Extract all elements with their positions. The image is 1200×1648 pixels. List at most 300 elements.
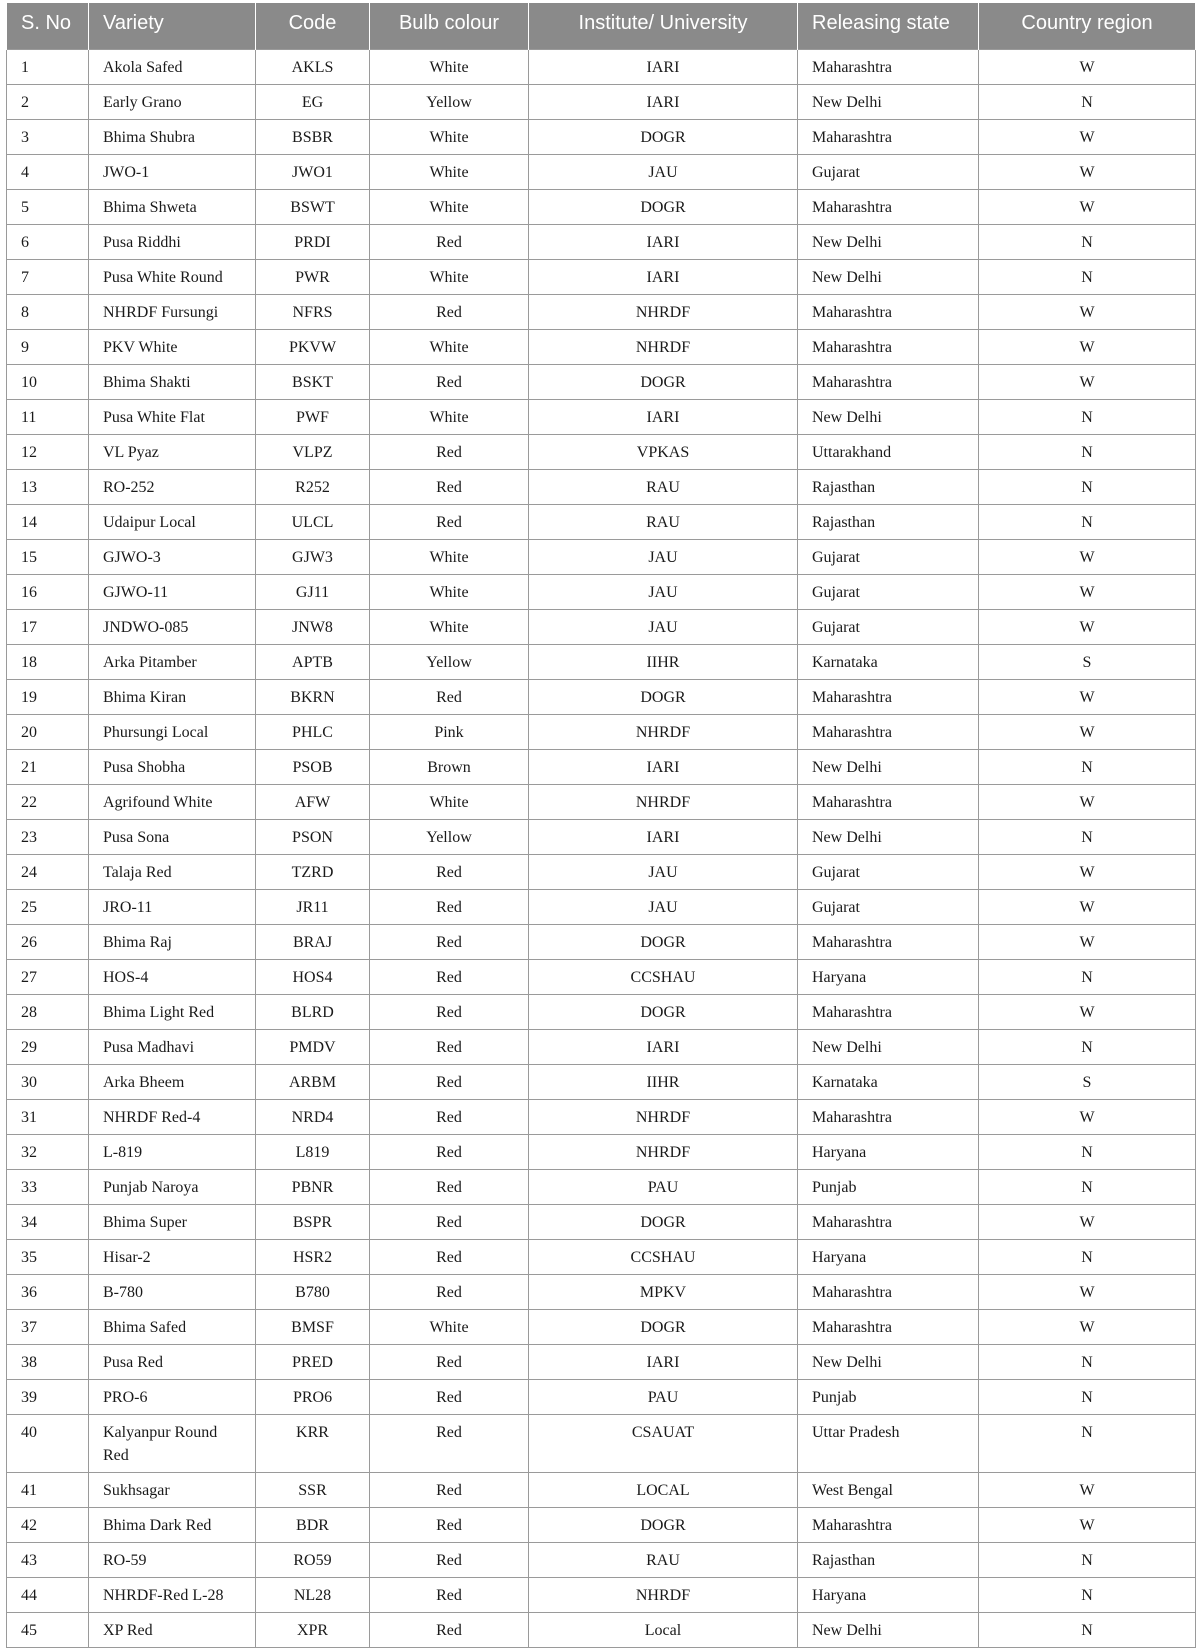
cell-releasing-state: Maharashtra — [798, 294, 979, 329]
table-row — [7, 154, 1196, 189]
cell-variety: JWO-1 — [89, 154, 256, 189]
table-row — [7, 749, 1196, 784]
cell-country-region: N — [979, 399, 1196, 434]
cell-institute: RAU — [529, 469, 798, 504]
cell-country-region: W — [979, 1472, 1196, 1507]
cell-releasing-state: Uttarakhand — [798, 434, 979, 469]
cell-s-no: 40 — [7, 1414, 89, 1472]
cell-variety: Udaipur Local — [89, 504, 256, 539]
cell-s-no: 22 — [7, 784, 89, 819]
cell-s-no: 29 — [7, 1029, 89, 1064]
cell-code: ARBM — [256, 1064, 370, 1099]
cell-country-region: W — [979, 539, 1196, 574]
cell-s-no: 4 — [7, 154, 89, 189]
cell-country-region: W — [979, 294, 1196, 329]
cell-code: PRO6 — [256, 1379, 370, 1414]
table-row — [7, 469, 1196, 504]
cell-bulb-colour: Red — [370, 1064, 529, 1099]
cell-releasing-state: New Delhi — [798, 749, 979, 784]
cell-releasing-state: Maharashtra — [798, 784, 979, 819]
header-country-region: Country region — [979, 3, 1196, 49]
cell-code: NFRS — [256, 294, 370, 329]
cell-country-region: S — [979, 1064, 1196, 1099]
cell-s-no: 28 — [7, 994, 89, 1029]
cell-releasing-state: Maharashtra — [798, 364, 979, 399]
cell-code: BLRD — [256, 994, 370, 1029]
cell-releasing-state: New Delhi — [798, 1029, 979, 1064]
cell-institute: RAU — [529, 1542, 798, 1577]
cell-code: APTB — [256, 644, 370, 679]
cell-code: PKVW — [256, 329, 370, 364]
cell-institute: JAU — [529, 889, 798, 924]
cell-code: PMDV — [256, 1029, 370, 1064]
cell-country-region: W — [979, 679, 1196, 714]
cell-country-region: N — [979, 1414, 1196, 1472]
table-row — [7, 1344, 1196, 1379]
cell-code: BDR — [256, 1507, 370, 1542]
cell-variety: Pusa Riddhi — [89, 224, 256, 259]
cell-institute: IIHR — [529, 1064, 798, 1099]
cell-s-no: 36 — [7, 1274, 89, 1309]
cell-code: BSWT — [256, 189, 370, 224]
table-row — [7, 1274, 1196, 1309]
cell-country-region: W — [979, 1204, 1196, 1239]
cell-s-no: 6 — [7, 224, 89, 259]
cell-releasing-state: Gujarat — [798, 539, 979, 574]
cell-s-no: 25 — [7, 889, 89, 924]
cell-institute: IARI — [529, 1029, 798, 1064]
cell-variety: Bhima Shweta — [89, 189, 256, 224]
cell-code: PRDI — [256, 224, 370, 259]
cell-s-no: 33 — [7, 1169, 89, 1204]
cell-institute: DOGR — [529, 924, 798, 959]
cell-institute: NHRDF — [529, 294, 798, 329]
cell-code: HOS4 — [256, 959, 370, 994]
cell-variety: NHRDF Fursungi — [89, 294, 256, 329]
cell-variety: Agrifound White — [89, 784, 256, 819]
cell-country-region: W — [979, 994, 1196, 1029]
cell-bulb-colour: Red — [370, 224, 529, 259]
header-s-no: S. No — [7, 3, 89, 49]
cell-institute: MPKV — [529, 1274, 798, 1309]
cell-s-no: 23 — [7, 819, 89, 854]
cell-code: KRR — [256, 1414, 370, 1472]
cell-institute: NHRDF — [529, 1099, 798, 1134]
table-row — [7, 1134, 1196, 1169]
cell-s-no: 41 — [7, 1472, 89, 1507]
cell-variety: JNDWO-085 — [89, 609, 256, 644]
cell-country-region: W — [979, 924, 1196, 959]
cell-country-region: N — [979, 1379, 1196, 1414]
table-row — [7, 1169, 1196, 1204]
cell-releasing-state: Maharashtra — [798, 994, 979, 1029]
cell-bulb-colour: White — [370, 329, 529, 364]
cell-bulb-colour: Red — [370, 1379, 529, 1414]
cell-country-region: N — [979, 1134, 1196, 1169]
cell-country-region: N — [979, 959, 1196, 994]
cell-variety: Pusa White Round — [89, 259, 256, 294]
table-row — [7, 609, 1196, 644]
cell-releasing-state: Rajasthan — [798, 504, 979, 539]
cell-institute: RAU — [529, 504, 798, 539]
cell-s-no: 37 — [7, 1309, 89, 1344]
cell-s-no: 8 — [7, 294, 89, 329]
cell-s-no: 30 — [7, 1064, 89, 1099]
cell-code: NL28 — [256, 1577, 370, 1612]
cell-bulb-colour: Red — [370, 434, 529, 469]
cell-country-region: W — [979, 609, 1196, 644]
cell-variety: Arka Pitamber — [89, 644, 256, 679]
cell-releasing-state: Karnataka — [798, 1064, 979, 1099]
table-body — [7, 49, 1196, 1647]
cell-code: AFW — [256, 784, 370, 819]
cell-code: B780 — [256, 1274, 370, 1309]
cell-bulb-colour: White — [370, 154, 529, 189]
cell-country-region: N — [979, 259, 1196, 294]
cell-variety: Bhima Shakti — [89, 364, 256, 399]
cell-bulb-colour: White — [370, 574, 529, 609]
cell-bulb-colour: White — [370, 784, 529, 819]
cell-releasing-state: Gujarat — [798, 854, 979, 889]
table-row — [7, 224, 1196, 259]
cell-variety: Pusa Madhavi — [89, 1029, 256, 1064]
cell-bulb-colour: Yellow — [370, 84, 529, 119]
cell-variety: Bhima Dark Red — [89, 1507, 256, 1542]
cell-institute: IARI — [529, 819, 798, 854]
cell-variety: VL Pyaz — [89, 434, 256, 469]
cell-releasing-state: Rajasthan — [798, 469, 979, 504]
cell-country-region: W — [979, 854, 1196, 889]
cell-variety: Bhima Kiran — [89, 679, 256, 714]
table-row — [7, 1029, 1196, 1064]
cell-s-no: 42 — [7, 1507, 89, 1542]
cell-code: PWF — [256, 399, 370, 434]
cell-variety: Pusa White Flat — [89, 399, 256, 434]
cell-s-no: 35 — [7, 1239, 89, 1274]
table-row — [7, 1379, 1196, 1414]
table-row — [7, 959, 1196, 994]
table-row — [7, 1472, 1196, 1507]
cell-institute: NHRDF — [529, 1134, 798, 1169]
cell-s-no: 34 — [7, 1204, 89, 1239]
cell-releasing-state: New Delhi — [798, 399, 979, 434]
cell-code: R252 — [256, 469, 370, 504]
cell-country-region: W — [979, 119, 1196, 154]
cell-code: GJW3 — [256, 539, 370, 574]
cell-institute: NHRDF — [529, 784, 798, 819]
table-header-row — [7, 3, 1196, 49]
cell-bulb-colour: Red — [370, 994, 529, 1029]
cell-bulb-colour: Red — [370, 1344, 529, 1379]
cell-code: GJ11 — [256, 574, 370, 609]
cell-s-no: 14 — [7, 504, 89, 539]
cell-releasing-state: Maharashtra — [798, 1099, 979, 1134]
cell-code: NRD4 — [256, 1099, 370, 1134]
cell-institute: IARI — [529, 1344, 798, 1379]
cell-country-region: N — [979, 1239, 1196, 1274]
cell-variety: Pusa Sona — [89, 819, 256, 854]
cell-variety: Hisar-2 — [89, 1239, 256, 1274]
cell-code: EG — [256, 84, 370, 119]
cell-institute: DOGR — [529, 1204, 798, 1239]
table-row — [7, 1507, 1196, 1542]
cell-bulb-colour: Red — [370, 1507, 529, 1542]
cell-variety: HOS-4 — [89, 959, 256, 994]
cell-releasing-state: Haryana — [798, 1577, 979, 1612]
cell-releasing-state: New Delhi — [798, 1344, 979, 1379]
cell-code: VLPZ — [256, 434, 370, 469]
cell-bulb-colour: White — [370, 259, 529, 294]
cell-s-no: 12 — [7, 434, 89, 469]
cell-releasing-state: New Delhi — [798, 1612, 979, 1647]
cell-code: PHLC — [256, 714, 370, 749]
cell-code: AKLS — [256, 49, 370, 84]
cell-variety: RO-59 — [89, 1542, 256, 1577]
cell-country-region: N — [979, 749, 1196, 784]
cell-variety: GJWO-3 — [89, 539, 256, 574]
cell-institute: PAU — [529, 1379, 798, 1414]
cell-country-region: W — [979, 364, 1196, 399]
cell-country-region: N — [979, 1344, 1196, 1379]
cell-releasing-state: New Delhi — [798, 819, 979, 854]
cell-institute: CCSHAU — [529, 1239, 798, 1274]
cell-institute: DOGR — [529, 679, 798, 714]
cell-releasing-state: Maharashtra — [798, 119, 979, 154]
cell-bulb-colour: Red — [370, 1612, 529, 1647]
table-row — [7, 189, 1196, 224]
cell-bulb-colour: Red — [370, 364, 529, 399]
cell-bulb-colour: Red — [370, 1542, 529, 1577]
table-row — [7, 539, 1196, 574]
table-row — [7, 84, 1196, 119]
cell-s-no: 1 — [7, 49, 89, 84]
cell-code: L819 — [256, 1134, 370, 1169]
cell-releasing-state: New Delhi — [798, 84, 979, 119]
cell-variety: Bhima Super — [89, 1204, 256, 1239]
cell-institute: DOGR — [529, 994, 798, 1029]
table-row — [7, 819, 1196, 854]
cell-bulb-colour: White — [370, 119, 529, 154]
cell-releasing-state: Maharashtra — [798, 1274, 979, 1309]
cell-s-no: 24 — [7, 854, 89, 889]
cell-country-region: W — [979, 1274, 1196, 1309]
cell-code: PSOB — [256, 749, 370, 784]
cell-institute: DOGR — [529, 1507, 798, 1542]
table-row — [7, 1064, 1196, 1099]
cell-country-region: N — [979, 469, 1196, 504]
cell-institute: IARI — [529, 49, 798, 84]
cell-bulb-colour: Red — [370, 959, 529, 994]
table-row — [7, 1099, 1196, 1134]
table-row — [7, 1414, 1196, 1472]
table-row — [7, 364, 1196, 399]
cell-variety: B-780 — [89, 1274, 256, 1309]
cell-releasing-state: Haryana — [798, 959, 979, 994]
cell-bulb-colour: Red — [370, 1169, 529, 1204]
cell-variety: PKV White — [89, 329, 256, 364]
cell-variety: Pusa Shobha — [89, 749, 256, 784]
cell-releasing-state: Gujarat — [798, 609, 979, 644]
cell-releasing-state: Maharashtra — [798, 49, 979, 84]
cell-country-region: W — [979, 714, 1196, 749]
cell-variety: GJWO-11 — [89, 574, 256, 609]
cell-code: BMSF — [256, 1309, 370, 1344]
cell-code: PRED — [256, 1344, 370, 1379]
cell-releasing-state: Maharashtra — [798, 1309, 979, 1344]
cell-variety: Bhima Safed — [89, 1309, 256, 1344]
cell-bulb-colour: White — [370, 609, 529, 644]
cell-bulb-colour: Yellow — [370, 644, 529, 679]
cell-institute: NHRDF — [529, 1577, 798, 1612]
cell-s-no: 7 — [7, 259, 89, 294]
cell-institute: Local — [529, 1612, 798, 1647]
table-row — [7, 399, 1196, 434]
cell-releasing-state: Gujarat — [798, 154, 979, 189]
cell-releasing-state: Rajasthan — [798, 1542, 979, 1577]
cell-institute: CSAUAT — [529, 1414, 798, 1472]
table-row — [7, 714, 1196, 749]
table-row — [7, 1204, 1196, 1239]
cell-variety: Punjab Naroya — [89, 1169, 256, 1204]
cell-code: RO59 — [256, 1542, 370, 1577]
cell-variety: PRO-6 — [89, 1379, 256, 1414]
cell-s-no: 17 — [7, 609, 89, 644]
cell-institute: IARI — [529, 84, 798, 119]
cell-institute: JAU — [529, 854, 798, 889]
table-row — [7, 49, 1196, 84]
cell-bulb-colour: White — [370, 1309, 529, 1344]
cell-variety: Sukhsagar — [89, 1472, 256, 1507]
cell-releasing-state: Maharashtra — [798, 924, 979, 959]
cell-variety: Bhima Light Red — [89, 994, 256, 1029]
cell-releasing-state: Maharashtra — [798, 1507, 979, 1542]
cell-institute: NHRDF — [529, 329, 798, 364]
cell-s-no: 32 — [7, 1134, 89, 1169]
cell-bulb-colour: Red — [370, 1472, 529, 1507]
cell-s-no: 2 — [7, 84, 89, 119]
table-row — [7, 924, 1196, 959]
table-row — [7, 259, 1196, 294]
cell-variety: Talaja Red — [89, 854, 256, 889]
cell-bulb-colour: Red — [370, 889, 529, 924]
cell-country-region: W — [979, 49, 1196, 84]
cell-country-region: N — [979, 819, 1196, 854]
table-row — [7, 784, 1196, 819]
cell-institute: IARI — [529, 259, 798, 294]
cell-institute: JAU — [529, 539, 798, 574]
cell-releasing-state: West Bengal — [798, 1472, 979, 1507]
cell-bulb-colour: White — [370, 189, 529, 224]
cell-bulb-colour: Red — [370, 1274, 529, 1309]
cell-institute: VPKAS — [529, 434, 798, 469]
cell-s-no: 9 — [7, 329, 89, 364]
cell-releasing-state: Karnataka — [798, 644, 979, 679]
cell-bulb-colour: White — [370, 49, 529, 84]
cell-s-no: 45 — [7, 1612, 89, 1647]
table-row — [7, 854, 1196, 889]
cell-variety: NHRDF Red-4 — [89, 1099, 256, 1134]
cell-bulb-colour: Pink — [370, 714, 529, 749]
table-row — [7, 889, 1196, 924]
cell-bulb-colour: Red — [370, 1204, 529, 1239]
header-code: Code — [256, 3, 370, 49]
cell-bulb-colour: Red — [370, 1577, 529, 1612]
table-row — [7, 994, 1196, 1029]
cell-s-no: 16 — [7, 574, 89, 609]
cell-country-region: W — [979, 1099, 1196, 1134]
cell-variety: Pusa Red — [89, 1344, 256, 1379]
cell-institute: NHRDF — [529, 714, 798, 749]
cell-variety: Bhima Raj — [89, 924, 256, 959]
cell-s-no: 15 — [7, 539, 89, 574]
cell-variety: Kalyanpur Round Red — [89, 1414, 256, 1472]
cell-code: PWR — [256, 259, 370, 294]
cell-releasing-state: Punjab — [798, 1169, 979, 1204]
cell-s-no: 43 — [7, 1542, 89, 1577]
cell-s-no: 10 — [7, 364, 89, 399]
header-releasing-state: Releasing state — [798, 3, 979, 49]
cell-releasing-state: New Delhi — [798, 224, 979, 259]
cell-code: TZRD — [256, 854, 370, 889]
cell-institute: JAU — [529, 574, 798, 609]
cell-country-region: N — [979, 84, 1196, 119]
cell-code: SSR — [256, 1472, 370, 1507]
cell-bulb-colour: Red — [370, 1029, 529, 1064]
cell-bulb-colour: White — [370, 399, 529, 434]
cell-releasing-state: Punjab — [798, 1379, 979, 1414]
cell-variety: XP Red — [89, 1612, 256, 1647]
cell-country-region: W — [979, 889, 1196, 924]
table-row — [7, 119, 1196, 154]
cell-bulb-colour: Red — [370, 924, 529, 959]
cell-bulb-colour: Red — [370, 469, 529, 504]
cell-s-no: 5 — [7, 189, 89, 224]
cell-country-region: W — [979, 574, 1196, 609]
cell-code: HSR2 — [256, 1239, 370, 1274]
cell-institute: IARI — [529, 399, 798, 434]
cell-code: ULCL — [256, 504, 370, 539]
table-row — [7, 1309, 1196, 1344]
cell-code: JR11 — [256, 889, 370, 924]
cell-code: PBNR — [256, 1169, 370, 1204]
cell-country-region: W — [979, 784, 1196, 819]
cell-s-no: 20 — [7, 714, 89, 749]
cell-country-region: W — [979, 189, 1196, 224]
header-variety: Variety — [89, 3, 256, 49]
cell-country-region: N — [979, 1169, 1196, 1204]
cell-s-no: 31 — [7, 1099, 89, 1134]
cell-s-no: 18 — [7, 644, 89, 679]
cell-country-region: S — [979, 644, 1196, 679]
cell-institute: DOGR — [529, 189, 798, 224]
cell-country-region: W — [979, 154, 1196, 189]
cell-variety: Arka Bheem — [89, 1064, 256, 1099]
cell-country-region: N — [979, 1612, 1196, 1647]
cell-code: BSKT — [256, 364, 370, 399]
cell-bulb-colour: Yellow — [370, 819, 529, 854]
cell-country-region: N — [979, 1577, 1196, 1612]
cell-s-no: 3 — [7, 119, 89, 154]
cell-country-region: W — [979, 1309, 1196, 1344]
cell-institute: PAU — [529, 1169, 798, 1204]
cell-bulb-colour: Red — [370, 1134, 529, 1169]
cell-s-no: 38 — [7, 1344, 89, 1379]
cell-releasing-state: Uttar Pradesh — [798, 1414, 979, 1472]
cell-releasing-state: New Delhi — [798, 259, 979, 294]
table-row — [7, 504, 1196, 539]
cell-institute: JAU — [529, 154, 798, 189]
cell-bulb-colour: Red — [370, 1099, 529, 1134]
